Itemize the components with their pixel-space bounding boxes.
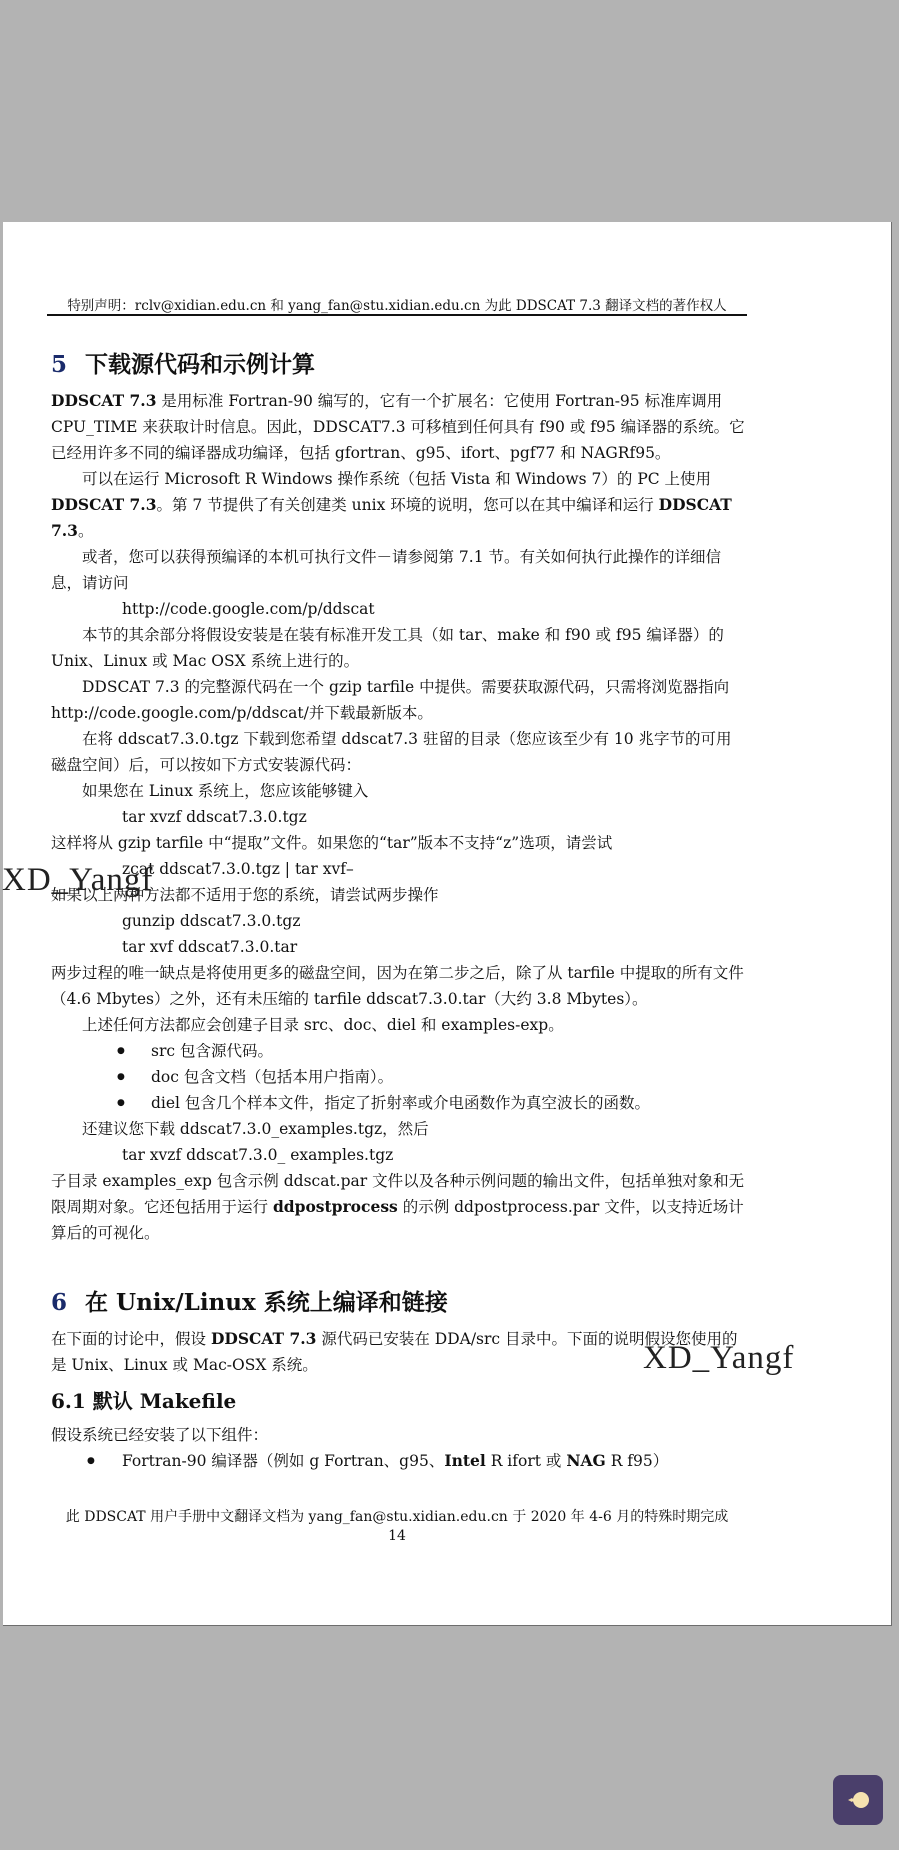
page-header: 特别声明：rclv@xidian.edu.cn 和 yang_fan@stu.xidian.edu.cn 为此 DDSCAT 7.3 翻译文档的著作权人 bbox=[67, 298, 727, 314]
s5-p13-a: 子目录 examples_exp 包含示例 ddscat.par 文件以及各种示例问题的输出文件，包括单独对象和无限周期对象。它还包括用于运行 bbox=[51, 1172, 745, 1216]
s5-paragraph-10: 两步过程的唯一缺点是将使用更多的磁盘空间，因为在第二步之后，除了从 tarfile 中提取的所有文件（4.6 Mbytes）之外，还有未压缩的 tarfile ddscat7.3.0.tar（大约 3.8 Mbytes）。 bbox=[51, 964, 744, 1008]
s5-code-2: zcat ddscat7.3.0.tgz | tar xvf– bbox=[122, 860, 354, 878]
watermark-right: XD_Yangf bbox=[643, 1340, 795, 1376]
s6-b-c: R ifort 或 bbox=[485, 1452, 567, 1470]
s5-paragraph-7: 如果您在 Linux 系统上，您应该能够键入 bbox=[82, 782, 369, 800]
s5-p1-bold: DDSCAT 7.3 bbox=[51, 391, 157, 410]
section-6-heading bbox=[51, 1286, 747, 1320]
s6-b-e: R f95） bbox=[605, 1452, 669, 1470]
s5-paragraph-5: DDSCAT 7.3 的完整源代码在一个 gzip tarfile 中提供。需要获取源代码，只需将浏览器指向 http://code.google.com/p/ddscat/并下载最新版本。 bbox=[51, 678, 730, 722]
s5-paragraph-6: 在将 ddscat7.3.0.tgz 下载到您希望 ddscat7.3 驻留的目录（您应该至少有 10 兆字节的可用磁盘空间）后，可以按如下方式安装源代码： bbox=[51, 730, 732, 774]
s5-paragraph-3: 或者，您可以获得预编译的本机可执行文件－请参阅第 7.1 节。有关如何执行此操作的详细信息，请访问 bbox=[51, 548, 722, 592]
s5-code-4: tar xvf ddscat7.3.0.tar bbox=[122, 938, 298, 956]
s6-p1-bold: DDSCAT 7.3 bbox=[210, 1329, 317, 1348]
s6-p1-c: 源代码已安装在 DDA/src 目录中。下面的说明假设您使用的是 Unix、Linux 或 Mac-OSX 系统。 bbox=[51, 1330, 738, 1374]
section-6-number: 6 bbox=[51, 1289, 68, 1316]
s5-p2-d: 。 bbox=[77, 522, 94, 540]
s5-bullet-doc: ● doc 包含文档（包括本用户指南）。 bbox=[51, 1064, 747, 1090]
s5-p1-text: 是用标准 Fortran-90 编写的，它有一个扩展名：它使用 Fortran-95 标准库调用 CPU_TIME 来获取计时信息。因此，DDSCAT7.3 可移植到任何具有 f90 或 f95 编译器的系统。它已经用许多不同的编译器成功编译，包括 gfortran、g95、ifort、pgf77 和 NAGRf95。 bbox=[51, 392, 745, 462]
s5-paragraph-11: 上述任何方法都应会创建子目录 src、doc、diel 和 examples-exp。 bbox=[82, 1016, 564, 1034]
s5-p2-b1: DDSCAT 7.3 bbox=[51, 495, 157, 514]
s5-code-1: tar xvzf ddscat7.3.0.tgz bbox=[122, 808, 307, 826]
watermark-left: XD_Yangf bbox=[2, 862, 154, 898]
s5-p2-b2: DDSCAT 7.3 bbox=[51, 495, 732, 540]
s5-paragraph-2 bbox=[51, 466, 747, 544]
s5-paragraph-9: 如果以上两种方法都不适用于您的系统，请尝试两步操作 bbox=[51, 886, 439, 904]
section-5-heading bbox=[51, 348, 747, 382]
s5-code-3: gunzip ddscat7.3.0.tgz bbox=[122, 912, 301, 930]
s5-paragraph-8: 这样将从 gzip tarfile 中“提取”文件。如果您的“tar”版本不支持“z”选项，请尝试 bbox=[51, 834, 613, 852]
section-6-title: 在 Unix/Linux 系统上编译和链接 bbox=[85, 1289, 448, 1316]
section-5-title: 下载源代码和示例计算 bbox=[85, 351, 316, 378]
s6-b-intel: Intel bbox=[444, 1451, 486, 1470]
s5-p2-c: 。第 7 节提供了有关创建类 unix 环境的说明，您可以在其中编译和运行 bbox=[156, 496, 659, 514]
page-footer bbox=[47, 1508, 747, 1546]
s5-url: http://code.google.com/p/ddscat bbox=[122, 600, 375, 618]
s5-code-5: tar xvzf ddscat7.3.0_ examples.tgz bbox=[122, 1146, 394, 1164]
s6-b-a: Fortran-90 编译器（例如 g Fortran、g95、 bbox=[122, 1452, 445, 1470]
section-5-number: 5 bbox=[51, 351, 68, 378]
s5-p13-bold: ddpostprocess bbox=[272, 1197, 398, 1216]
section-gap bbox=[51, 1246, 747, 1286]
page-number: 14 bbox=[388, 1528, 406, 1544]
document-page bbox=[3, 222, 892, 1626]
subsection-6-1-heading: 6.1 默认 Makefile bbox=[51, 1389, 237, 1413]
s5-paragraph-4: 本节的其余部分将假设安装是在装有标准开发工具（如 tar、make 和 f90 或 f95 编译器）的 Unix、Linux 或 Mac OSX 系统上进行的。 bbox=[51, 626, 724, 670]
footer-note: 此 DDSCAT 用户手册中文翻译文档为 yang_fan@stu.xidian.edu.cn 于 2020 年 4-6 月的特殊时期完成 bbox=[65, 1509, 729, 1525]
s5-paragraph-13 bbox=[51, 1168, 747, 1246]
s5-paragraph-1 bbox=[51, 388, 747, 466]
s6-1-bullet-compiler bbox=[51, 1448, 747, 1474]
header-rule bbox=[47, 314, 747, 316]
assistant-button[interactable] bbox=[833, 1775, 883, 1825]
s5-paragraph-12: 还建议您下载 ddscat7.3.0_examples.tgz，然后 bbox=[82, 1120, 429, 1138]
s5-p2-a: 可以在运行 Microsoft R Windows 操作系统（包括 Vista 和 Windows 7）的 PC 上使用 bbox=[82, 470, 712, 488]
page-body bbox=[51, 348, 747, 1474]
s5-p13-c: 的示例 ddpostprocess.par 文件，以支持近场计算后的可视化。 bbox=[51, 1198, 744, 1242]
s5-bullet-diel: ● diel 包含几个样本文件，指定了折射率或介电函数作为真空波长的函数。 bbox=[51, 1090, 747, 1116]
s6-p1-a: 在下面的讨论中，假设 bbox=[51, 1330, 211, 1348]
lightbulb-icon bbox=[842, 1784, 874, 1816]
s6-b-nag: NAG bbox=[566, 1451, 606, 1470]
s6-1-paragraph: 假设系统已经安装了以下组件： bbox=[51, 1426, 269, 1444]
s5-bullet-src: ● src 包含源代码。 bbox=[51, 1038, 747, 1064]
